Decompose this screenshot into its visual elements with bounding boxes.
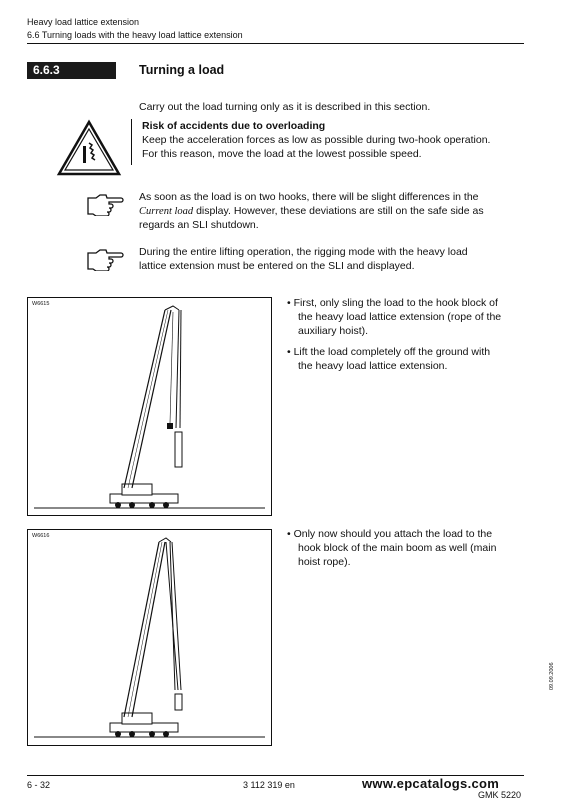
- section-title: Turning a load: [139, 63, 225, 77]
- bullet-item-1-line-3: auxiliary hoist).: [298, 325, 369, 337]
- warning-line-2: For this reason, move the load at the lowest possible speed.: [142, 148, 422, 160]
- figure-crane-1: [27, 297, 272, 516]
- bullet-item-2: • Lift the load completely off the ground with: [287, 346, 491, 358]
- pointing-hand-icon: [86, 247, 124, 271]
- warning-title: Risk of accidents due to overloading: [142, 120, 326, 132]
- footer-doc-number: 3 112 319 en: [243, 780, 295, 790]
- intro-text: Carry out the load turning only as it is described in this section.: [139, 101, 431, 113]
- footer-page-number: 6 - 32: [27, 780, 51, 790]
- header-chapter: Heavy load lattice extension: [27, 17, 140, 27]
- note1-italic: Current load: [139, 206, 194, 217]
- bullet-item-2-line-2: the heavy load lattice extension.: [298, 360, 448, 372]
- bullet-item-3-line-3: hoist rope).: [298, 556, 351, 568]
- crane-illustration: [28, 530, 271, 745]
- bullet-item-1-line-2: the heavy load lattice extension (rope of the: [298, 311, 502, 323]
- note1-line-1: As soon as the load is on two hooks, there will be slight differences in the: [139, 191, 479, 203]
- figure-id: W6616: [32, 533, 50, 539]
- warning-triangle-icon: [56, 119, 122, 177]
- figure-crane-2: [27, 529, 272, 746]
- header-section: 6.6 Turning loads with the heavy load lattice extension: [27, 30, 243, 40]
- pointing-hand-icon: [86, 192, 124, 216]
- side-date: 09.09.2006: [549, 662, 555, 690]
- warning-line-1: Keep the acceleration forces as low as possible during two-hook operation.: [142, 134, 491, 146]
- bullet-item-3-line-2: hook block of the main boom as well (main: [298, 542, 497, 554]
- bullet-item-3: • Only now should you attach the load to the: [287, 528, 493, 540]
- note1-line-2: [139, 204, 484, 219]
- crane-illustration: [28, 298, 271, 515]
- note1-line-2-rest: display. However, these deviations are still on the safe side as: [193, 205, 484, 217]
- bullet-item-1: • First, only sling the load to the hook block of: [287, 297, 498, 309]
- note2-line-1: During the entire lifting operation, the rigging mode with the heavy load: [139, 246, 468, 258]
- section-number: 6.6.3: [27, 62, 116, 79]
- note1-line-3: regards an SLI shutdown.: [139, 219, 259, 231]
- note2-line-2: lattice extension must be entered on the SLI and displayed.: [139, 260, 415, 272]
- header-rule: [27, 43, 524, 44]
- footer-model: GMK 5220: [478, 790, 522, 800]
- figure-id: W6615: [32, 301, 50, 307]
- watermark: www.epcatalogs.com: [362, 776, 500, 791]
